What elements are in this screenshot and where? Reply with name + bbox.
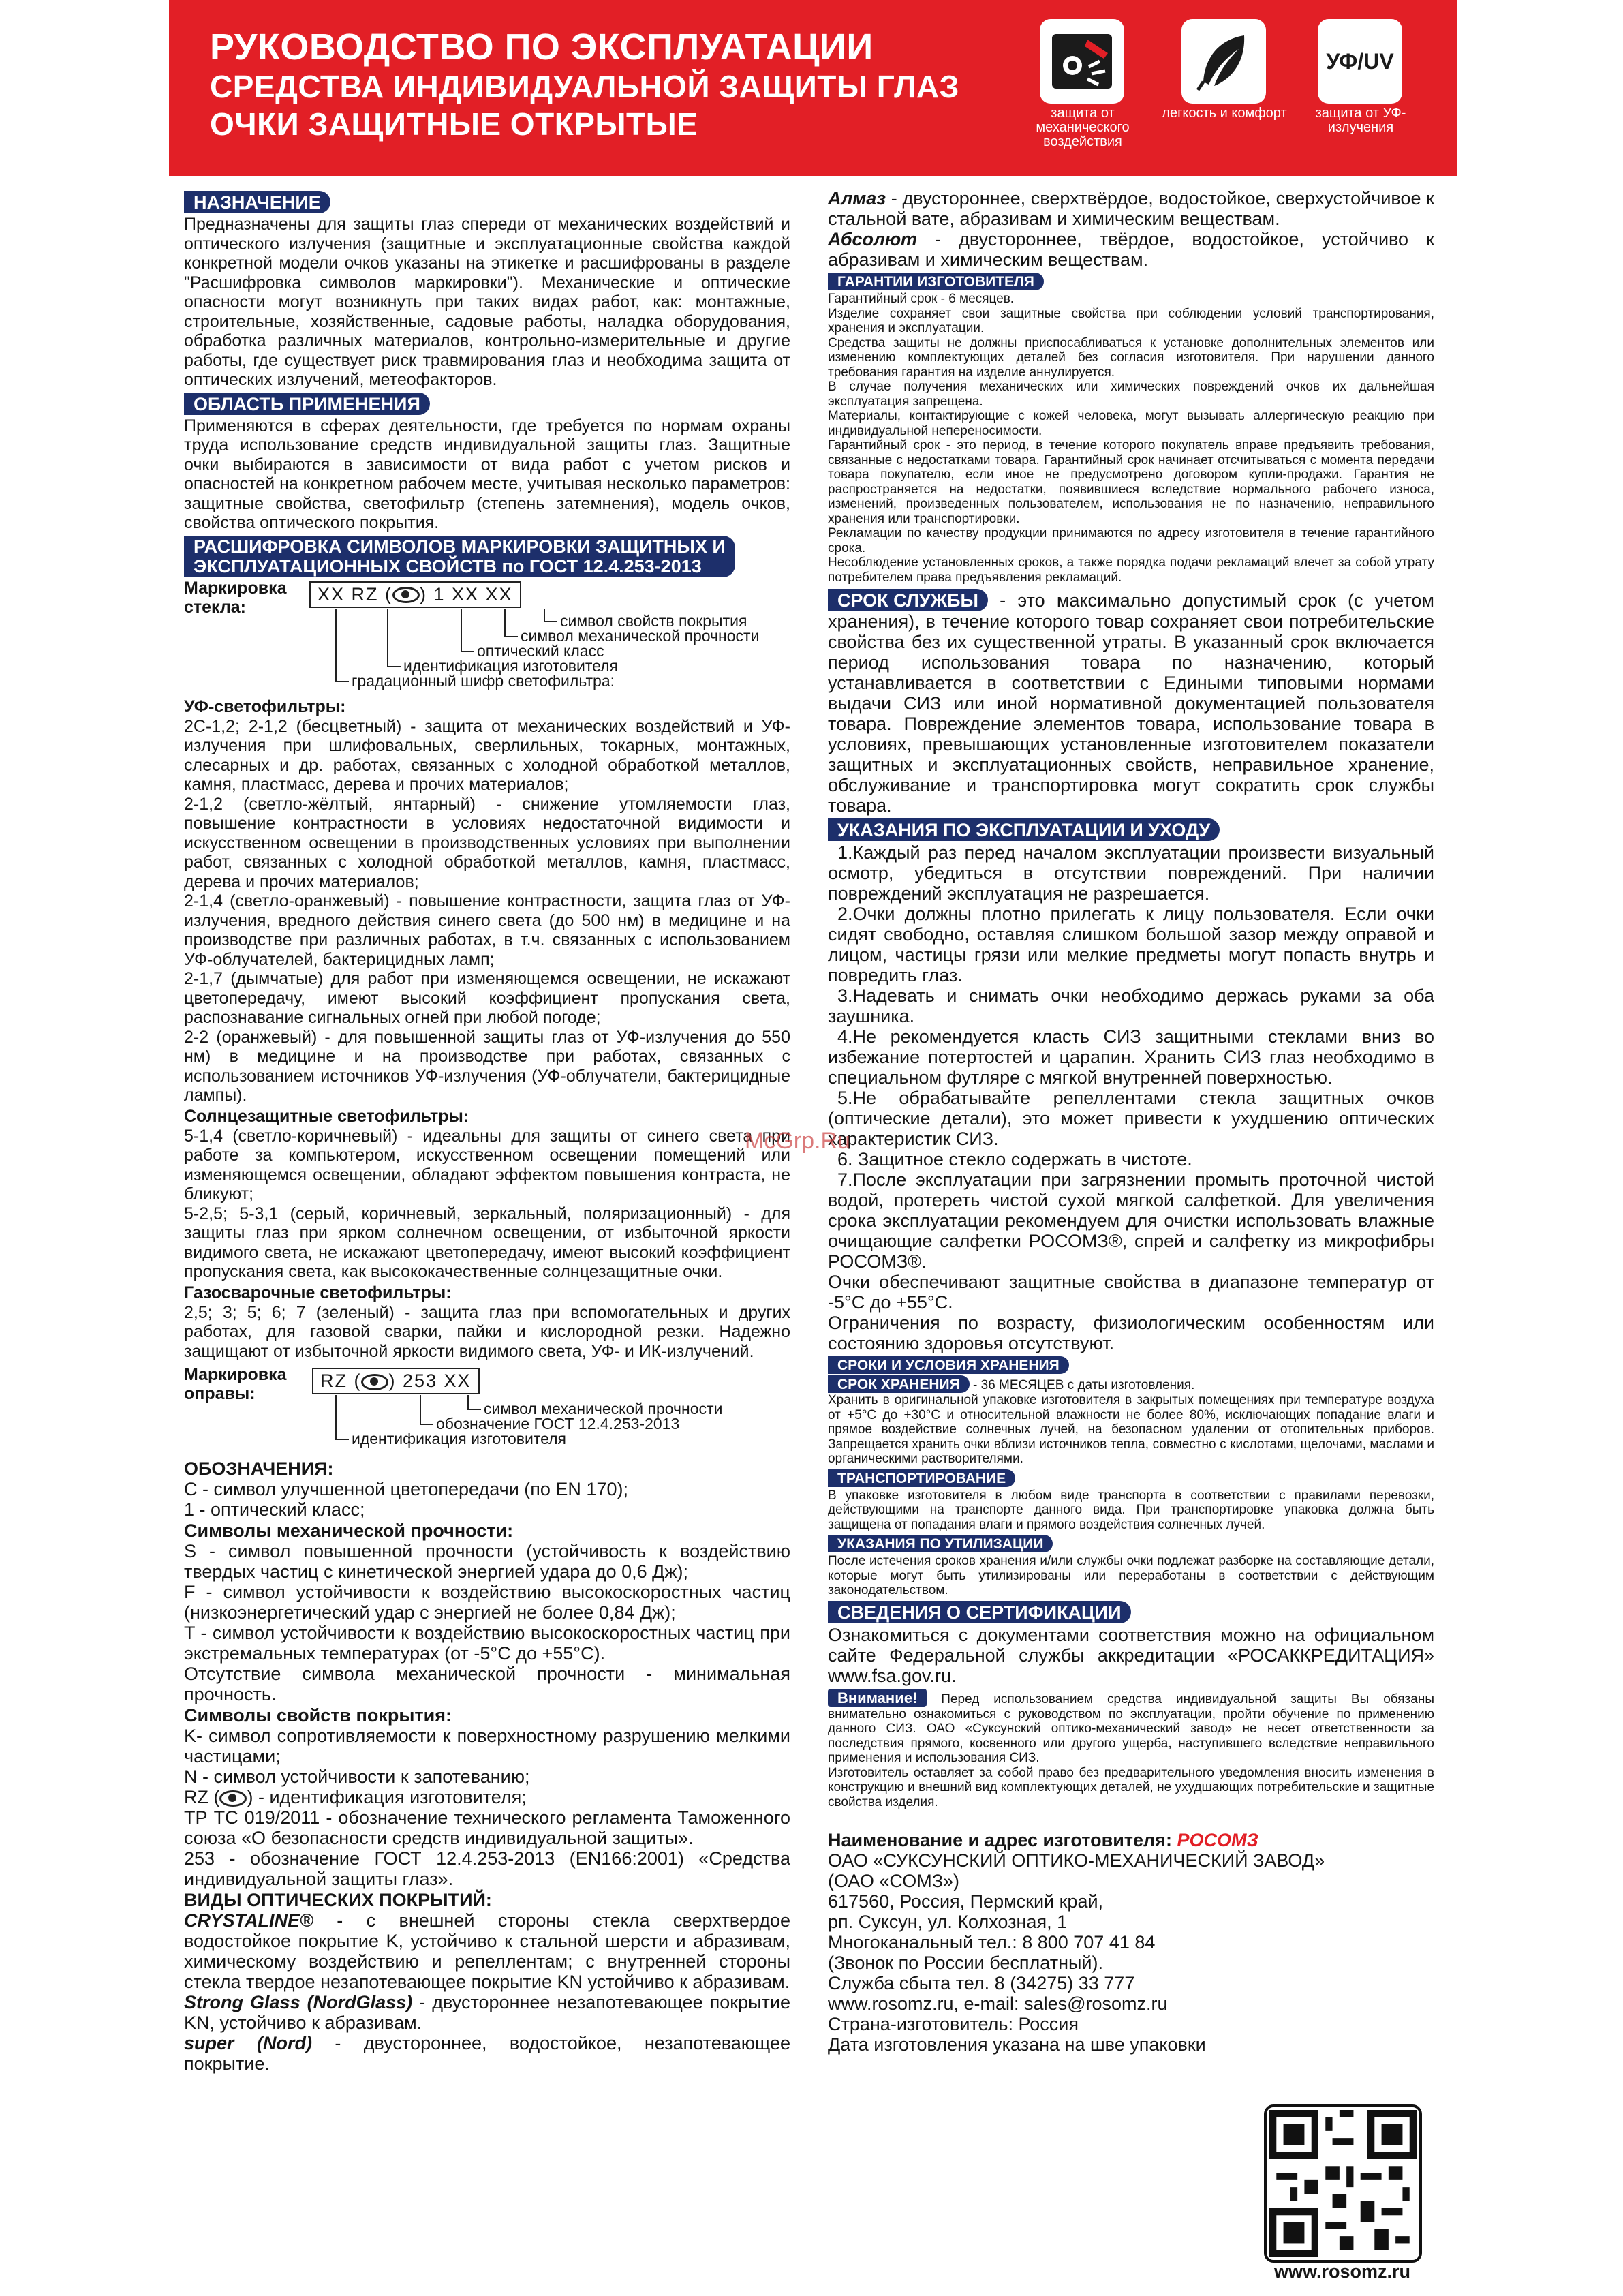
section-service-life-heading: СРОК СЛУЖБЫ: [828, 589, 988, 611]
warranty-item: Средства защиты не должны приспосабливаться к установке дополнительных элементов или изменению комплектующих деталей без согласия изготовителя. При нарушении данного требования гарантия на изделие аннулируется.: [828, 335, 1434, 380]
frame-marking-label: Маркировка оправы:: [184, 1365, 287, 1403]
uv-icon-label: УФ/UV: [1326, 48, 1394, 74]
mech-symbol-item: F - символ устойчивости к воздействию высокоскоростных частиц (низкоэнергетический удар с энергией не более 0,84 Дж);: [184, 1582, 790, 1623]
tr-ts-text: ТР ТС 019/2011 - обозначение технического регламента Таможенного союза «О безопасности средств индивидуальной защиты».: [184, 1807, 790, 1848]
gost-text: 253 - обозначение ГОСТ 12.4.253-2013 (EN166:2001) «Средства индивидуальной защиты глаз».: [184, 1848, 790, 1889]
mechanical-impact-icon: [1040, 19, 1124, 104]
glass-marking-label: Маркировка стекла:: [184, 578, 287, 617]
attention-desc: Перед использованием средства индивидуальной защиты Вы обязаны внимательно ознакомиться с руководством по эксплуатации, пройти обучение по применению данного СИЗ. ОАО «Суксунский оптико-механический завод» не несет ответственности за последствия прямого, косвенного или другого ущерба, наступившего вследствие неправильного применения и использования СИЗ.: [828, 1692, 1434, 1765]
care-item: 6. Защитное стекло содержать в чистоте.: [837, 1149, 1192, 1169]
coating-symbol-item: K- символ сопротивляемости к поверхностному разрушению мелкими частицами;: [184, 1726, 790, 1766]
frame-annotation-manufacturer: идентификация изготовителя: [352, 1430, 567, 1448]
care-item: 3.Надевать и снимать очки необходимо держась руками за оба заушника.: [828, 985, 1434, 1026]
manufacturer-line: Дата изготовления указана на шве упаковки: [828, 2034, 1206, 2055]
frame-annotation-mechanical: символ механической прочности: [484, 1400, 723, 1418]
mech-symbol-item: T - символ устойчивости к воздействию высокоскоростных частиц при экстремальных температурах (от -5°С до +55°С).: [184, 1623, 790, 1664]
coating-desc: - с внешней стороны стекла сверхтвердое водостойкое покрытие K, устойчиво к стальной шерсти и абразивам, химическому воздействию и репеллентам; с внутренней стороны стекла твердое незапотевающее покрытие KN устойчиво к абразивам.: [184, 1910, 790, 1992]
icon-caption-mechanical: защита от механического воздействия: [1036, 106, 1130, 149]
service-life-desc: - это максимально допустимый срок (с учетом хранения), в течение которого товар сохраняет свои потребительские свойства без их существенной утраты. В указанный срок включается период использования товара по назначению, который устанавливается в соответствии с Едиными типовыми нормами выдачи СИЗ или иной нормативной документацией пользователя товара. Повреждение элементов товара, использование товара в условиях, превышающих установленные изготовителем показатели защитных и эксплуатационных свойств, неправильное хранение, обслуживание и транспортировка могут сократить срок службы товара.: [828, 590, 1434, 816]
eye-logo-icon: [361, 1374, 388, 1390]
website-link[interactable]: www.rosomz.ru: [1273, 2261, 1411, 2282]
glass-annotation-manufacturer: идентификация изготовителя: [403, 656, 619, 675]
icon-caption-feather: легкость и комфорт: [1162, 106, 1287, 121]
coating-name: Абсолют: [828, 229, 917, 249]
section-transport-heading: ТРАНСПОРТИРОВАНИЕ: [828, 1469, 1015, 1487]
left-column: [184, 188, 790, 2074]
frame-marking-diagram: [184, 1361, 790, 1458]
section-care-heading: УКАЗАНИЯ ПО ЭКСПЛУАТАЦИИ И УХОДУ: [828, 818, 1220, 841]
storage-term: [828, 1375, 1434, 1393]
uv-filters-heading: УФ-светофильтры:: [184, 697, 346, 716]
notation-item: С - символ улучшенной цветопередачи (по EN 170);: [184, 1479, 628, 1499]
manufacturer-line: Страна-изготовитель: Россия: [828, 2014, 1079, 2034]
glass-code-part1: XX RZ (: [318, 583, 393, 604]
warranty-item: В случае получения механических или химических повреждений очков их дальнейшая эксплуатация запрещена.: [828, 380, 1434, 409]
coating-name: CRYSTALINE®: [184, 1910, 313, 1931]
glass-annotation-mechanical: символ механической прочности: [521, 626, 760, 645]
warranty-item: Несоблюдение установленных сроков, а также порядка подачи рекламаций влечет за собой утрату потребителем права предъявления рекламаций.: [828, 555, 1434, 585]
mech-symbol-item: Отсутствие символа механической прочности - минимальная прочность.: [184, 1664, 790, 1704]
icon-caption-uv: защита от УФ-излучения: [1315, 106, 1406, 135]
frame-code-part2: ) 253 XX: [388, 1371, 472, 1391]
watermark: McGrp.Ru: [745, 1128, 850, 1154]
title-product: ОЧКИ ЗАЩИТНЫЕ ОТКРЫТЫЕ: [210, 106, 698, 142]
uv-filter-item: 2-2 (оранжевый) - для повышенной защиты глаз от УФ-излучения до 550 нм) в медицине и на производстве при работах, связанных с использованием источников УФ-излучения (УФ-облучатели, бактерицидные лампы).: [184, 1027, 790, 1105]
manufacturer-line: www.rosomz.ru, e-mail: sales@rosomz.ru: [828, 1993, 1168, 2014]
temperature-text: Очки обеспечивают защитные свойства в диапазоне температур от -5°С до +55°С.: [828, 1272, 1434, 1313]
scope-text: Применяются в сферах деятельности, где требуется по нормам охраны труда использование средств индивидуальной защиты глаз. Защитные очки выбираются в зависимости от вида работ с учетом рисков и опасностей на конкретном рабочем месте, учитывая несколько параметров: защитные свойства, светофильтр (степень затемнения), модель очков, свойства оптического покрытия.: [184, 416, 790, 532]
care-item: 2.Очки должны плотно прилегать к лицу пользователя. Если очки сидят свободно, оставляя слишком большой зазор между оправой и лицом, частицы грязи или мелкие предметы могут попасть внутрь и повредить глаз.: [828, 904, 1434, 985]
frame-annotation-gost: обозначение ГОСТ 12.4.253-2013: [436, 1415, 680, 1433]
coating-strong-glass: [184, 1992, 790, 2033]
manufacturer-line: (Звонок по России бесплатный).: [828, 1953, 1103, 1973]
warranty-item: Материалы, контактирующие с кожей человека, могут вызывать аллергическую реакцию при индивидуальной непереносимости.: [828, 409, 1434, 438]
glass-code-part2: ) 1 XX XX: [420, 583, 513, 604]
coating-name: Strong Glass (NordGlass): [184, 1992, 413, 2012]
mech-symbols-heading: Символы механической прочности:: [184, 1520, 514, 1541]
manufacturer-heading: [828, 1830, 1434, 1850]
section-scope-heading: ОБЛАСТЬ ПРИМЕНЕНИЯ: [184, 393, 430, 415]
warranty-item: Гарантийный срок - это период, в течение которого покупатель вправе предъявить требования, связанные с недостатками товара. Гарантийный срок начинает отсчитываться с момента передачи товара покупателю, если иное не предусмотрено договором купли-продажи. Гарантия не распространяется на недостатки, появившиеся вследствие нормального рабочего износа, изменений, произведенных пользователем, использования не по назначению, неправильного хранения или транспортировки.: [828, 438, 1434, 526]
gas-filters-heading: Газосварочные светофильтры:: [184, 1283, 452, 1302]
uv-filter-item: 2-1,7 (дымчатые) для работ при изменяющемся освещении, не искажают цветопередачу, имеют высокий коэффициент пропускания света, распознавание сигнальных огней при любой погоде;: [184, 969, 790, 1027]
right-column: [828, 188, 1434, 2055]
limitations-text: Ограничения по возрасту, физиологическим особенностям или состоянию здоровья отсутствуют.: [828, 1313, 1434, 1353]
coating-symbols-heading: Символы свойств покрытия:: [184, 1705, 452, 1726]
section-storage-heading: СРОКИ И УСЛОВИЯ ХРАНЕНИЯ: [828, 1356, 1069, 1374]
rz-symbol-item: [184, 1787, 790, 1807]
glass-annotation-coating: символ свойств покрытия: [560, 611, 747, 630]
uv-filter-item: 2-1,4 (светло-оранжевый) - повышение контрастности, защита глаз от УФ-излучения, вредного действия синего света (до 500 нм) в медицине и на производстве при различных работах, в т.ч. связанных с использованием УФ-облучателей, бактерицидных ламп;: [184, 891, 790, 969]
purpose-text: Предназначены для защиты глаз спереди от механических воздействий и оптического излучения (защитные и эксплуатационные свойства каждой конкретной модели очков указаны на этикетке и расшифрованы в разделе "Расшифровка символов маркировки"). Механические и оптические опасности могут возникнуть при таких видах работ, как: монтажные, строительные, хозяйственные, садовые работы, наладка оборудования, обработка различных материалов, контрольно-измерительные и другие работы, где существует риск травмирования глаз и необходима защита от оптических излучений, метеофакторов.: [184, 215, 790, 389]
manufacturer-line: рп. Суксун, ул. Колхозная, 1: [828, 1912, 1068, 1932]
storage-term-desc: - 36 МЕСЯЦЕВ с даты изготовления.: [969, 1378, 1195, 1392]
title-sub: СРЕДСТВА ИНДИВИДУАЛЬНОЙ ЗАЩИТЫ ГЛАЗ: [210, 69, 959, 104]
care-item: 7.После эксплуатации при загрязнении промыть проточной чистой водой, протереть чистой сухой мягкой салфеткой. Для увеличения срока эксплуатации рекомендуем для очистки использовать влажные очищающие салфетки РОСОМЗ®, спрей и салфетку из микрофибры РОСОМЗ®.: [828, 1169, 1434, 1272]
transport-text: В упаковке изготовителя в любом виде транспорта в соответствии с правилами перевозки, действующими на транспорте данного вида. При транспортировке упаковка должна быть защищена от попадания влаги и прямого воздействия солнечных лучей.: [828, 1488, 1434, 1532]
coating-desc: - двустороннее незапотевающее покрытие KN, устойчиво к абразивам.: [184, 1992, 790, 2033]
coating-absolut: [828, 229, 1434, 270]
changes-text: Изготовитель оставляет за собой право без предварительного уведомления вносить изменения в конструкцию и внешний вид комплектующих деталей, не ухудшающих потребительские и защитные свойства изделия.: [828, 1765, 1434, 1809]
qr-code[interactable]: [1264, 2104, 1422, 2263]
attention-text: [828, 1689, 1434, 1766]
storage-text: Хранить в оригинальной упаковке изготовителя в закрытых помещениях при температуре воздуха от +5°С до +30°С и относительной влажности не более 80%, исключающих попадание влаги и прямое воздействие солнечных лучей, на безопасном удалении от отопительных приборов. Запрещается хранить очки вблизи источников тепла, совместно с кислотами, щелочами, маслами и органическими растворителями.: [828, 1393, 1434, 1466]
glass-annotation-optical: оптический класс: [477, 641, 604, 660]
coating-crystaline: [184, 1910, 790, 1992]
sun-filter-item: 5-2,5; 5-3,1 (серый, коричневый, зеркальный, поляризационный) - для защиты глаз при ярком солнечном освещении, от избыточной яркости видимого света, не искажают цветопередачу, имеют высокий коэффициент пропускания света, как высококачественные солнцезащитные очки.: [184, 1204, 790, 1281]
frame-code-part1: RZ (: [320, 1371, 362, 1391]
sun-filters-heading: Солнцезащитные светофильтры:: [184, 1106, 469, 1126]
manufacturer-line: ОАО «СУКСУНСКИЙ ОПТИКО-МЕХАНИЧЕСКИЙ ЗАВОД»: [828, 1850, 1325, 1871]
care-item: 5.Не обрабатывайте репеллентами стекла защитных очков (оптические детали), это может привести к ухудшению оптических характеристик СИЗ.: [828, 1088, 1434, 1149]
mech-symbol-item: S - символ повышенной прочности (устойчивость к воздействию твердых частиц с кинетической энергией удара до 0,6 Дж);: [184, 1541, 790, 1582]
attention-label: Внимание!: [828, 1689, 927, 1707]
optical-coatings-heading: ВИДЫ ОПТИЧЕСКИХ ПОКРЫТИЙ:: [184, 1890, 492, 1910]
warranty-item: Гарантийный срок - 6 месяцев.: [828, 292, 1015, 306]
uv-filter-item: 2С-1,2; 2-1,2 (бесцветный) - защита от механических воздействий и УФ-излучения при шлифовальных, сверлильных, токарных, монтажных, слесарных и др. работах, связанных с холодной обработкой металлов, камня, пластмасс, дерева и прочих материалов;: [184, 716, 790, 794]
coating-name: super (Nord): [184, 2033, 312, 2053]
section-purpose-heading: НАЗНАЧЕНИЕ: [184, 191, 330, 213]
section-decode-heading: [184, 536, 735, 577]
coating-name: Алмаз: [828, 188, 886, 209]
title-main: РУКОВОДСТВО ПО ЭКСПЛУАТАЦИИ: [210, 27, 874, 67]
manufacturer-line: (ОАО «СОМЗ»): [828, 1871, 960, 1891]
storage-term-heading: СРОК ХРАНЕНИЯ: [828, 1375, 970, 1393]
certification-text: Ознакомиться с документами соответствия можно на официальном сайте Федеральной службы аккредитации «РОСАККРЕДИТАЦИЯ» www.fsa.gov.ru.: [828, 1624, 1434, 1686]
header-banner: [169, 0, 1457, 176]
coating-symbol-item: N - символ устойчивости к запотеванию;: [184, 1766, 530, 1787]
care-item: 1.Каждый раз перед началом эксплуатации произвести визуальный осмотр, убедиться в отсутствии повреждений. При наличии повреждений эксплуатация не разрешается.: [828, 842, 1434, 904]
notation-heading: ОБОЗНАЧЕНИЯ:: [184, 1458, 334, 1479]
frame-marking-code: [312, 1368, 480, 1394]
warranty-item: Изделие сохраняет свои защитные свойства при соблюдении условий транспортирования, хранения и эксплуатации.: [828, 306, 1434, 335]
uv-filter-item: 2-1,2 (светло-жёлтый, янтарный) - снижение утомляемости глаз, повышение контрастности в условиях недостаточной видимости и искусственном освещении в производственных условиях при выполнении работ, связанных с холодной обработкой металлов, камня, пластмасс, дерева и прочих материалов;: [184, 794, 790, 891]
coating-almaz: [828, 188, 1434, 229]
care-item: 4.Не рекомендуется класть СИЗ защитными стеклами вниз во избежание потертостей и царапин. Хранить СИЗ глаз необходимо в специальном футляре с мягкой внутренней поверхностью.: [828, 1026, 1434, 1088]
disposal-text: После истечения сроков хранения и/или службы очки подлежат разборке на составляющие детали, которые могут быть утилизированы или переработаны в соответствии с действующим законодательством.: [828, 1554, 1434, 1597]
warranty-item: Рекламации по качеству продукции принимаются по адресу изготовителя в течение гарантийного срока.: [828, 526, 1434, 555]
gas-filter-text: 2,5; 3; 5; 6; 7 (зеленый) - защита глаз при вспомогательных и других работах, для газовой сварки, пайки и кислородной резки. Надежно защищают от избыточной яркости видимого света, УФ- и ИК-излучений.: [184, 1302, 790, 1361]
feather-icon: [1181, 19, 1266, 104]
coating-super: [184, 2033, 790, 2074]
manufacturer-heading-text: Наименование и адрес изготовителя:: [828, 1830, 1172, 1850]
manufacturer-details: [828, 1850, 1325, 2055]
rz-suffix: ) - идентификация изготовителя;: [247, 1787, 527, 1807]
coating-desc: - двустороннее, сверхтвёрдое, водостойкое, сверхустойчивое к стальной вате, абразивам и химическим веществам.: [828, 188, 1434, 229]
rz-prefix: RZ (: [184, 1787, 220, 1807]
coating-desc: - двустороннее, водостойкое, незапотевающее покрытие.: [184, 2033, 790, 2074]
manufacturer-line: Служба сбыта тел. 8 (34275) 33 777: [828, 1973, 1135, 1993]
glass-marking-code: [309, 581, 521, 608]
uv-icon: [1318, 19, 1402, 104]
notation-item: 1 - оптический класс;: [184, 1499, 365, 1520]
glass-annotation-filter: градационный шифр светофильтра:: [352, 671, 615, 690]
sun-filter-item: 5-1,4 (светло-коричневый) - идеальны для защиты от синего света при работе за компьютером, искусственном освещении помещений или изменяющемся освещении, обладают эффектом повышения контраста, не бликуют;: [184, 1126, 790, 1204]
manufacturer-line: 617560, Россия, Пермский край,: [828, 1891, 1104, 1912]
manufacturer-line: Многоканальный тел.: 8 800 707 41 84: [828, 1932, 1156, 1953]
decode-heading-line2: ЭКСПЛУАТАЦИОННЫХ СВОЙСТВ по ГОСТ 12.4.253-2013: [194, 555, 702, 577]
eye-logo-icon: [392, 587, 420, 603]
glass-marking-diagram: [184, 579, 790, 696]
eye-logo-icon: [219, 1790, 247, 1807]
coating-desc: - двустороннее, твёрдое, водостойкое, устойчиво к абразивам и химическим веществам.: [828, 229, 1434, 270]
decode-heading-line1: РАСШИФРОВКА СИМВОЛОВ МАРКИРОВКИ ЗАЩИТНЫХ И: [194, 536, 726, 557]
service-life-text: [828, 589, 1434, 816]
rosomz-logo: РОСОМЗ: [1177, 1830, 1258, 1850]
section-disposal-heading: УКАЗАНИЯ ПО УТИЛИЗАЦИИ: [828, 1535, 1053, 1552]
section-certification-heading: СВЕДЕНИЯ О СЕРТИФИКАЦИИ: [828, 1601, 1131, 1623]
section-warranty-heading: ГАРАНТИИ ИЗГОТОВИТЕЛЯ: [828, 273, 1044, 290]
